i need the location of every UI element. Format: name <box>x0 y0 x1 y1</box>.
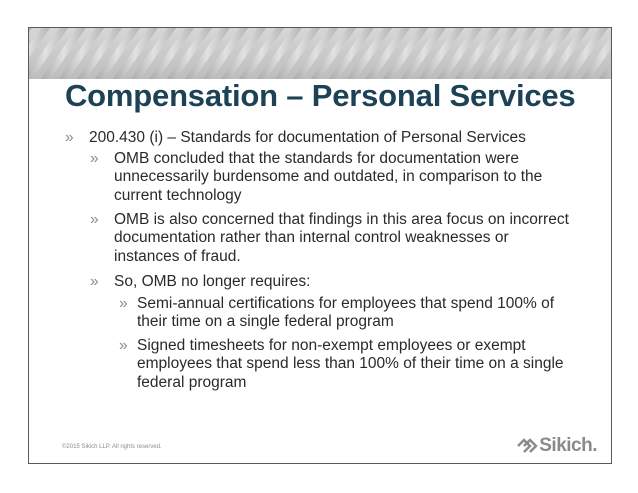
bullet-marker: » <box>119 295 128 312</box>
bullet-text: Signed timesheets for non-exempt employees or exempt employees that spend less than 100% of their time on a single federal program <box>137 337 564 391</box>
bullet-marker: » <box>90 211 99 228</box>
bullet-item <box>119 295 577 332</box>
slide-title: Compensation – Personal Services <box>65 78 576 113</box>
logo-text: Sikich. <box>539 435 597 456</box>
bullet-marker: » <box>119 337 128 354</box>
copyright-footer: ©2015 Sikich LLP. All rights reserved. <box>62 444 162 450</box>
sikich-logo-icon <box>516 437 538 455</box>
bullet-text: 200.430 (i) – Standards for documentation of Personal Services <box>89 129 526 146</box>
bullet-marker: » <box>65 129 74 146</box>
bullet-item <box>90 150 569 205</box>
bullet-text: OMB concluded that the standards for documentation were unnecessarily burdensome and outdated, in comparison to the current technology <box>114 150 543 204</box>
banner-stripes <box>29 28 611 79</box>
bullet-marker: » <box>90 150 99 167</box>
bullet-text: So, OMB no longer requires: <box>114 273 311 290</box>
bullet-item <box>65 129 589 147</box>
company-logo <box>516 435 597 457</box>
bullet-marker: » <box>90 273 99 290</box>
bullet-text: Semi-annual certifications for employees that spend 100% of their time on a single federal program <box>137 295 555 331</box>
bullet-item <box>119 337 577 392</box>
bullet-item <box>90 273 569 291</box>
bullet-item <box>90 211 569 266</box>
bullet-text: OMB is also concerned that findings in this area focus on incorrect documentation rather than internal control weaknesses or instances of fraud. <box>114 211 569 265</box>
slide <box>28 27 612 464</box>
decorative-banner <box>29 28 611 79</box>
